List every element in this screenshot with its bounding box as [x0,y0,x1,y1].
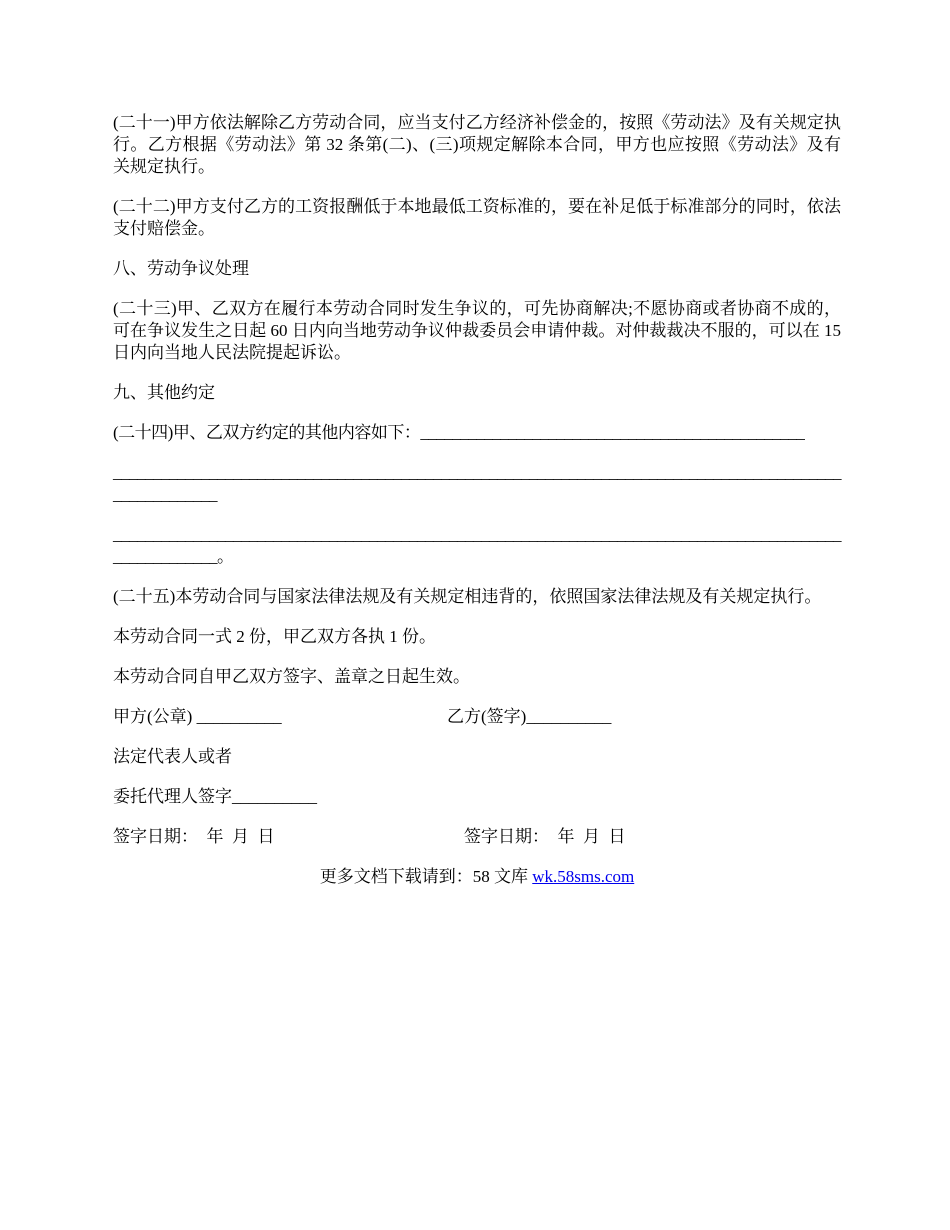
copies-statement: 本劳动合同一式 2 份，甲乙双方各执 1 份。 [113,627,436,646]
clause-23: (二十三)甲、乙双方在履行本劳动合同时发生争议的，可先协商解决;不愿协商或者协商不成的，可在争议发生之日起 60 日内向当地劳动争议仲裁委员会申请仲裁。对仲裁裁决不服的，可以在 15 日内向当地人民法院提起诉讼。 [113,299,841,362]
section-heading-8: 八、劳动争议处理 [113,259,249,278]
legal-representative-row [113,746,841,768]
agent-signature: 委托代理人签字__________ [113,787,317,806]
footer-text: 更多文档下载请到：58 文库 [319,867,533,886]
document-page [113,112,841,888]
footer-link[interactable]: wk.58sms.com [532,867,635,886]
clause-25: (二十五)本劳动合同与国家法律法规及有关规定相违背的，依照国家法律法规及有关规定执行。 [113,587,822,606]
clause-22: (二十二)甲方支付乙方的工资报酬低于本地最低工资标准的，要在补足低于标准部分的同时，依法支付赔偿金。 [113,197,841,238]
party-b-signature: 乙方(签字)__________ [447,707,612,726]
party-b-sign-date: 签字日期： 年 月 日 [464,827,626,846]
clause-21: (二十一)甲方依法解除乙方劳动合同，应当支付乙方经济补偿金的，按照《劳动法》及有关规定执行。乙方根据《劳动法》第 32 条第(二)、(三)项规定解除本合同，甲方也应按照《劳动法》及有关规定执行。 [113,113,841,176]
clause-24: (二十四)甲、乙双方约定的其他内容如下：________________________________________________ [113,423,805,442]
signature-row-parties [113,706,841,728]
effective-statement: 本劳动合同自甲乙双方签字、盖章之日起生效。 [113,667,470,686]
party-a-signature: 甲方(公章) __________ [113,707,282,726]
section-heading-9: 九、其他约定 [113,383,215,402]
legal-representative-label: 法定代表人或者 [113,747,232,766]
agent-signature-row [113,786,841,808]
download-footer [113,866,841,888]
signature-date-row [113,826,841,848]
blank-line-1: ________________________________________________________________________________________________________ [113,463,841,504]
blank-line-2: ________________________________________________________________________________________________________。 [113,525,841,566]
party-a-sign-date: 签字日期： 年 月 日 [113,827,275,846]
